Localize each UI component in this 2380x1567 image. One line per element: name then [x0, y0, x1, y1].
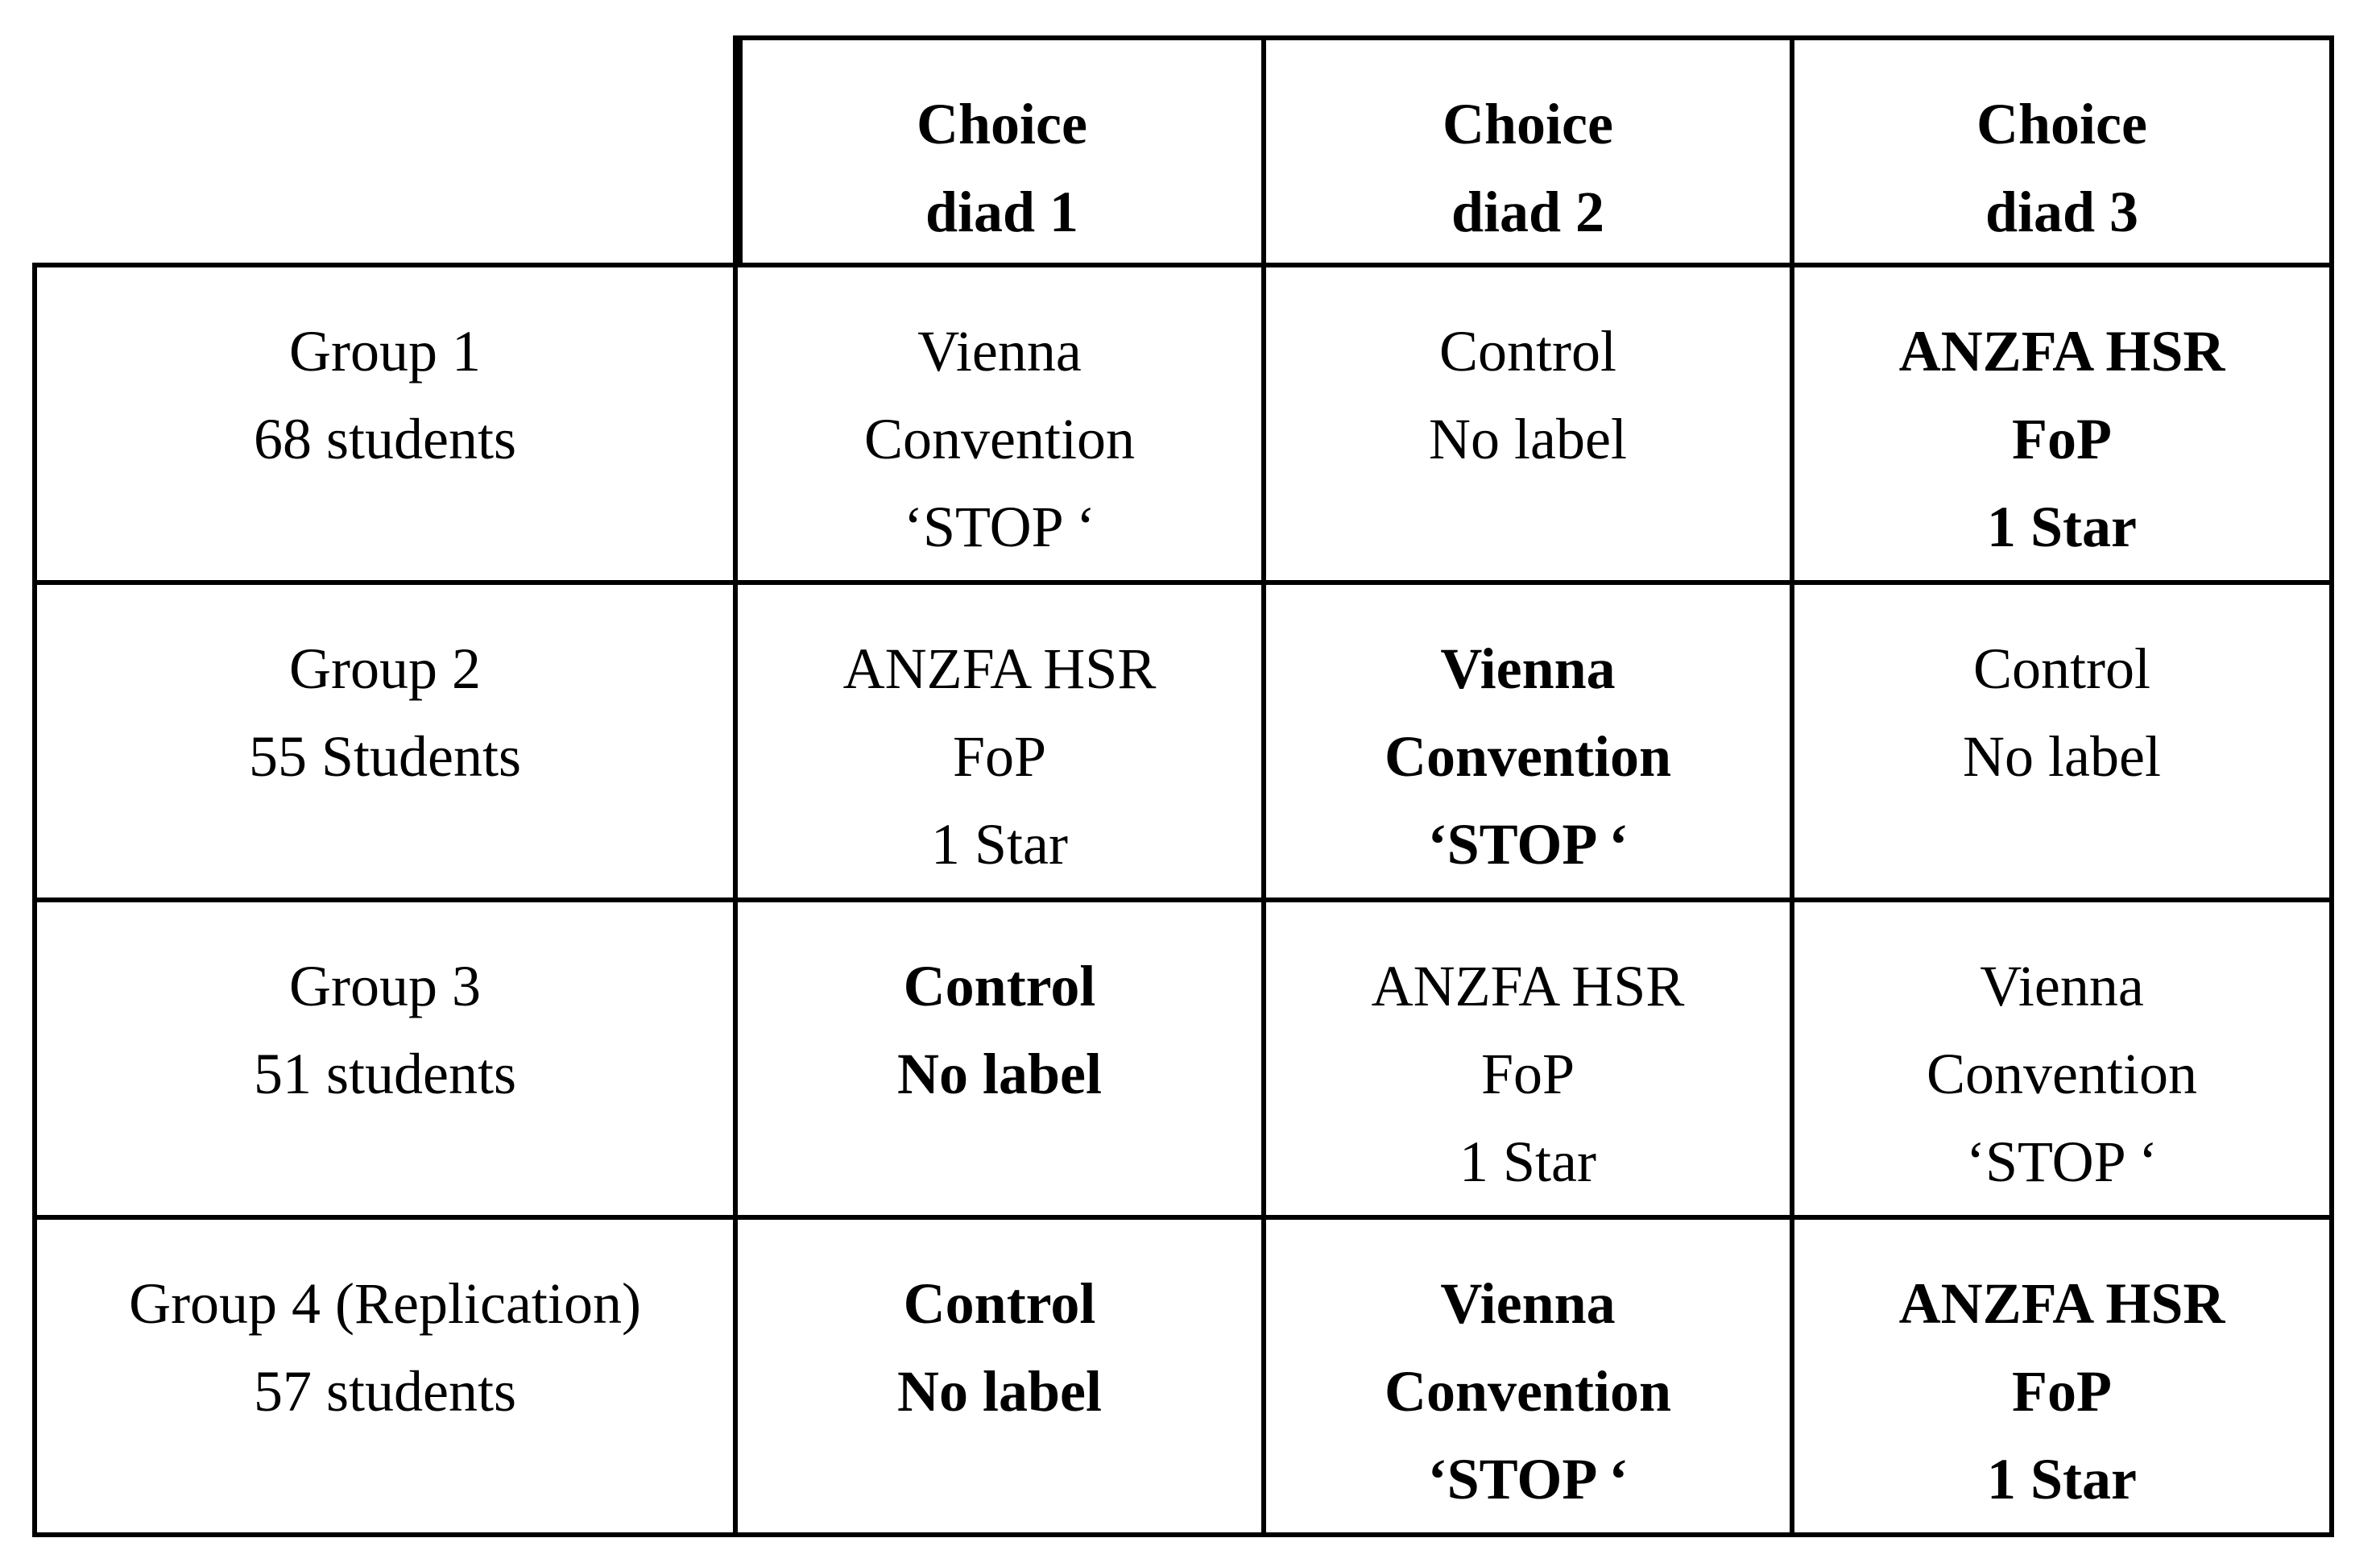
header-choice-diad-2 — [1266, 35, 1794, 267]
cell-text: Convention — [1384, 1359, 1672, 1424]
cell-text: Control — [1972, 636, 2150, 701]
header-choice-diad-1 — [738, 35, 1266, 267]
cell-group-1-diad-3 — [1794, 267, 2334, 585]
cell-text: Group 3 — [289, 954, 481, 1018]
choice-diad-table — [32, 35, 2334, 1537]
cell-text: ‘STOP ‘ — [903, 495, 1096, 559]
cell-text: Control — [903, 1271, 1096, 1336]
cell-text: ANZFA HSR — [1898, 1271, 2225, 1336]
cell-text: No label — [1963, 724, 2161, 789]
cell-text: ‘STOP ‘ — [1427, 812, 1629, 877]
cell-text: ANZFA HSR — [842, 636, 1157, 701]
row-label-group-3 — [32, 902, 738, 1220]
cell-group-3-diad-2 — [1266, 902, 1794, 1220]
cell-text: 1 Star — [1987, 495, 2137, 559]
cell-group-4-diad-3 — [1794, 1220, 2334, 1537]
cell-text: ANZFA HSR — [1371, 954, 1685, 1018]
table-corner-empty — [32, 35, 738, 267]
cell-text: Group 1 — [289, 319, 481, 383]
cell-text: No label — [896, 1042, 1102, 1106]
cell-group-1-diad-1 — [738, 267, 1266, 585]
row-label-group-2 — [32, 585, 738, 902]
cell-text: Vienna — [917, 319, 1082, 383]
cell-text: No label — [1429, 407, 1627, 471]
cell-group-4-diad-1 — [738, 1220, 1266, 1537]
header-text: Choice — [1976, 92, 2147, 156]
cell-text: Vienna — [1980, 954, 2144, 1018]
cell-text: Convention — [1384, 724, 1672, 789]
cell-group-1-diad-2 — [1266, 267, 1794, 585]
row-label-group-4 — [32, 1220, 738, 1537]
cell-text: 51 students — [253, 1042, 516, 1106]
cell-group-2-diad-3 — [1794, 585, 2334, 902]
cell-text: 55 Students — [248, 724, 522, 789]
header-text: diad 1 — [925, 180, 1079, 244]
cell-text: 57 students — [253, 1359, 516, 1424]
cell-text: Group 2 — [289, 636, 481, 701]
cell-text: Convention — [864, 407, 1135, 471]
cell-text: FoP — [1480, 1042, 1575, 1106]
row-label-group-1 — [32, 267, 738, 585]
cell-text: 68 students — [253, 407, 516, 471]
cell-text: 1 Star — [1987, 1447, 2137, 1511]
cell-text: FoP — [2012, 407, 2112, 471]
cell-text: ‘STOP ‘ — [1965, 1130, 2159, 1194]
cell-text: No label — [896, 1359, 1102, 1424]
cell-text: Control — [903, 954, 1096, 1018]
cell-text: ANZFA HSR — [1898, 319, 2225, 383]
cell-text: Control — [1438, 319, 1616, 383]
cell-text: Vienna — [1440, 636, 1616, 701]
header-text: diad 2 — [1451, 180, 1605, 244]
cell-text: ‘STOP ‘ — [1427, 1447, 1629, 1511]
cell-text: Vienna — [1440, 1271, 1616, 1336]
cell-text: FoP — [2012, 1359, 2112, 1424]
cell-group-2-diad-1 — [738, 585, 1266, 902]
cell-text: Group 4 (Replication) — [129, 1271, 641, 1336]
cell-group-4-diad-2 — [1266, 1220, 1794, 1537]
header-choice-diad-3 — [1794, 35, 2334, 267]
header-text: diad 3 — [1985, 180, 2139, 244]
cell-group-2-diad-2 — [1266, 585, 1794, 902]
cell-text: 1 Star — [1459, 1130, 1596, 1194]
header-text: Choice — [917, 92, 1087, 156]
cell-text: 1 Star — [931, 812, 1068, 877]
cell-group-3-diad-3 — [1794, 902, 2334, 1220]
cell-text: Convention — [1927, 1042, 2197, 1106]
header-text: Choice — [1442, 92, 1613, 156]
cell-group-3-diad-1 — [738, 902, 1266, 1220]
cell-text: FoP — [952, 724, 1047, 789]
